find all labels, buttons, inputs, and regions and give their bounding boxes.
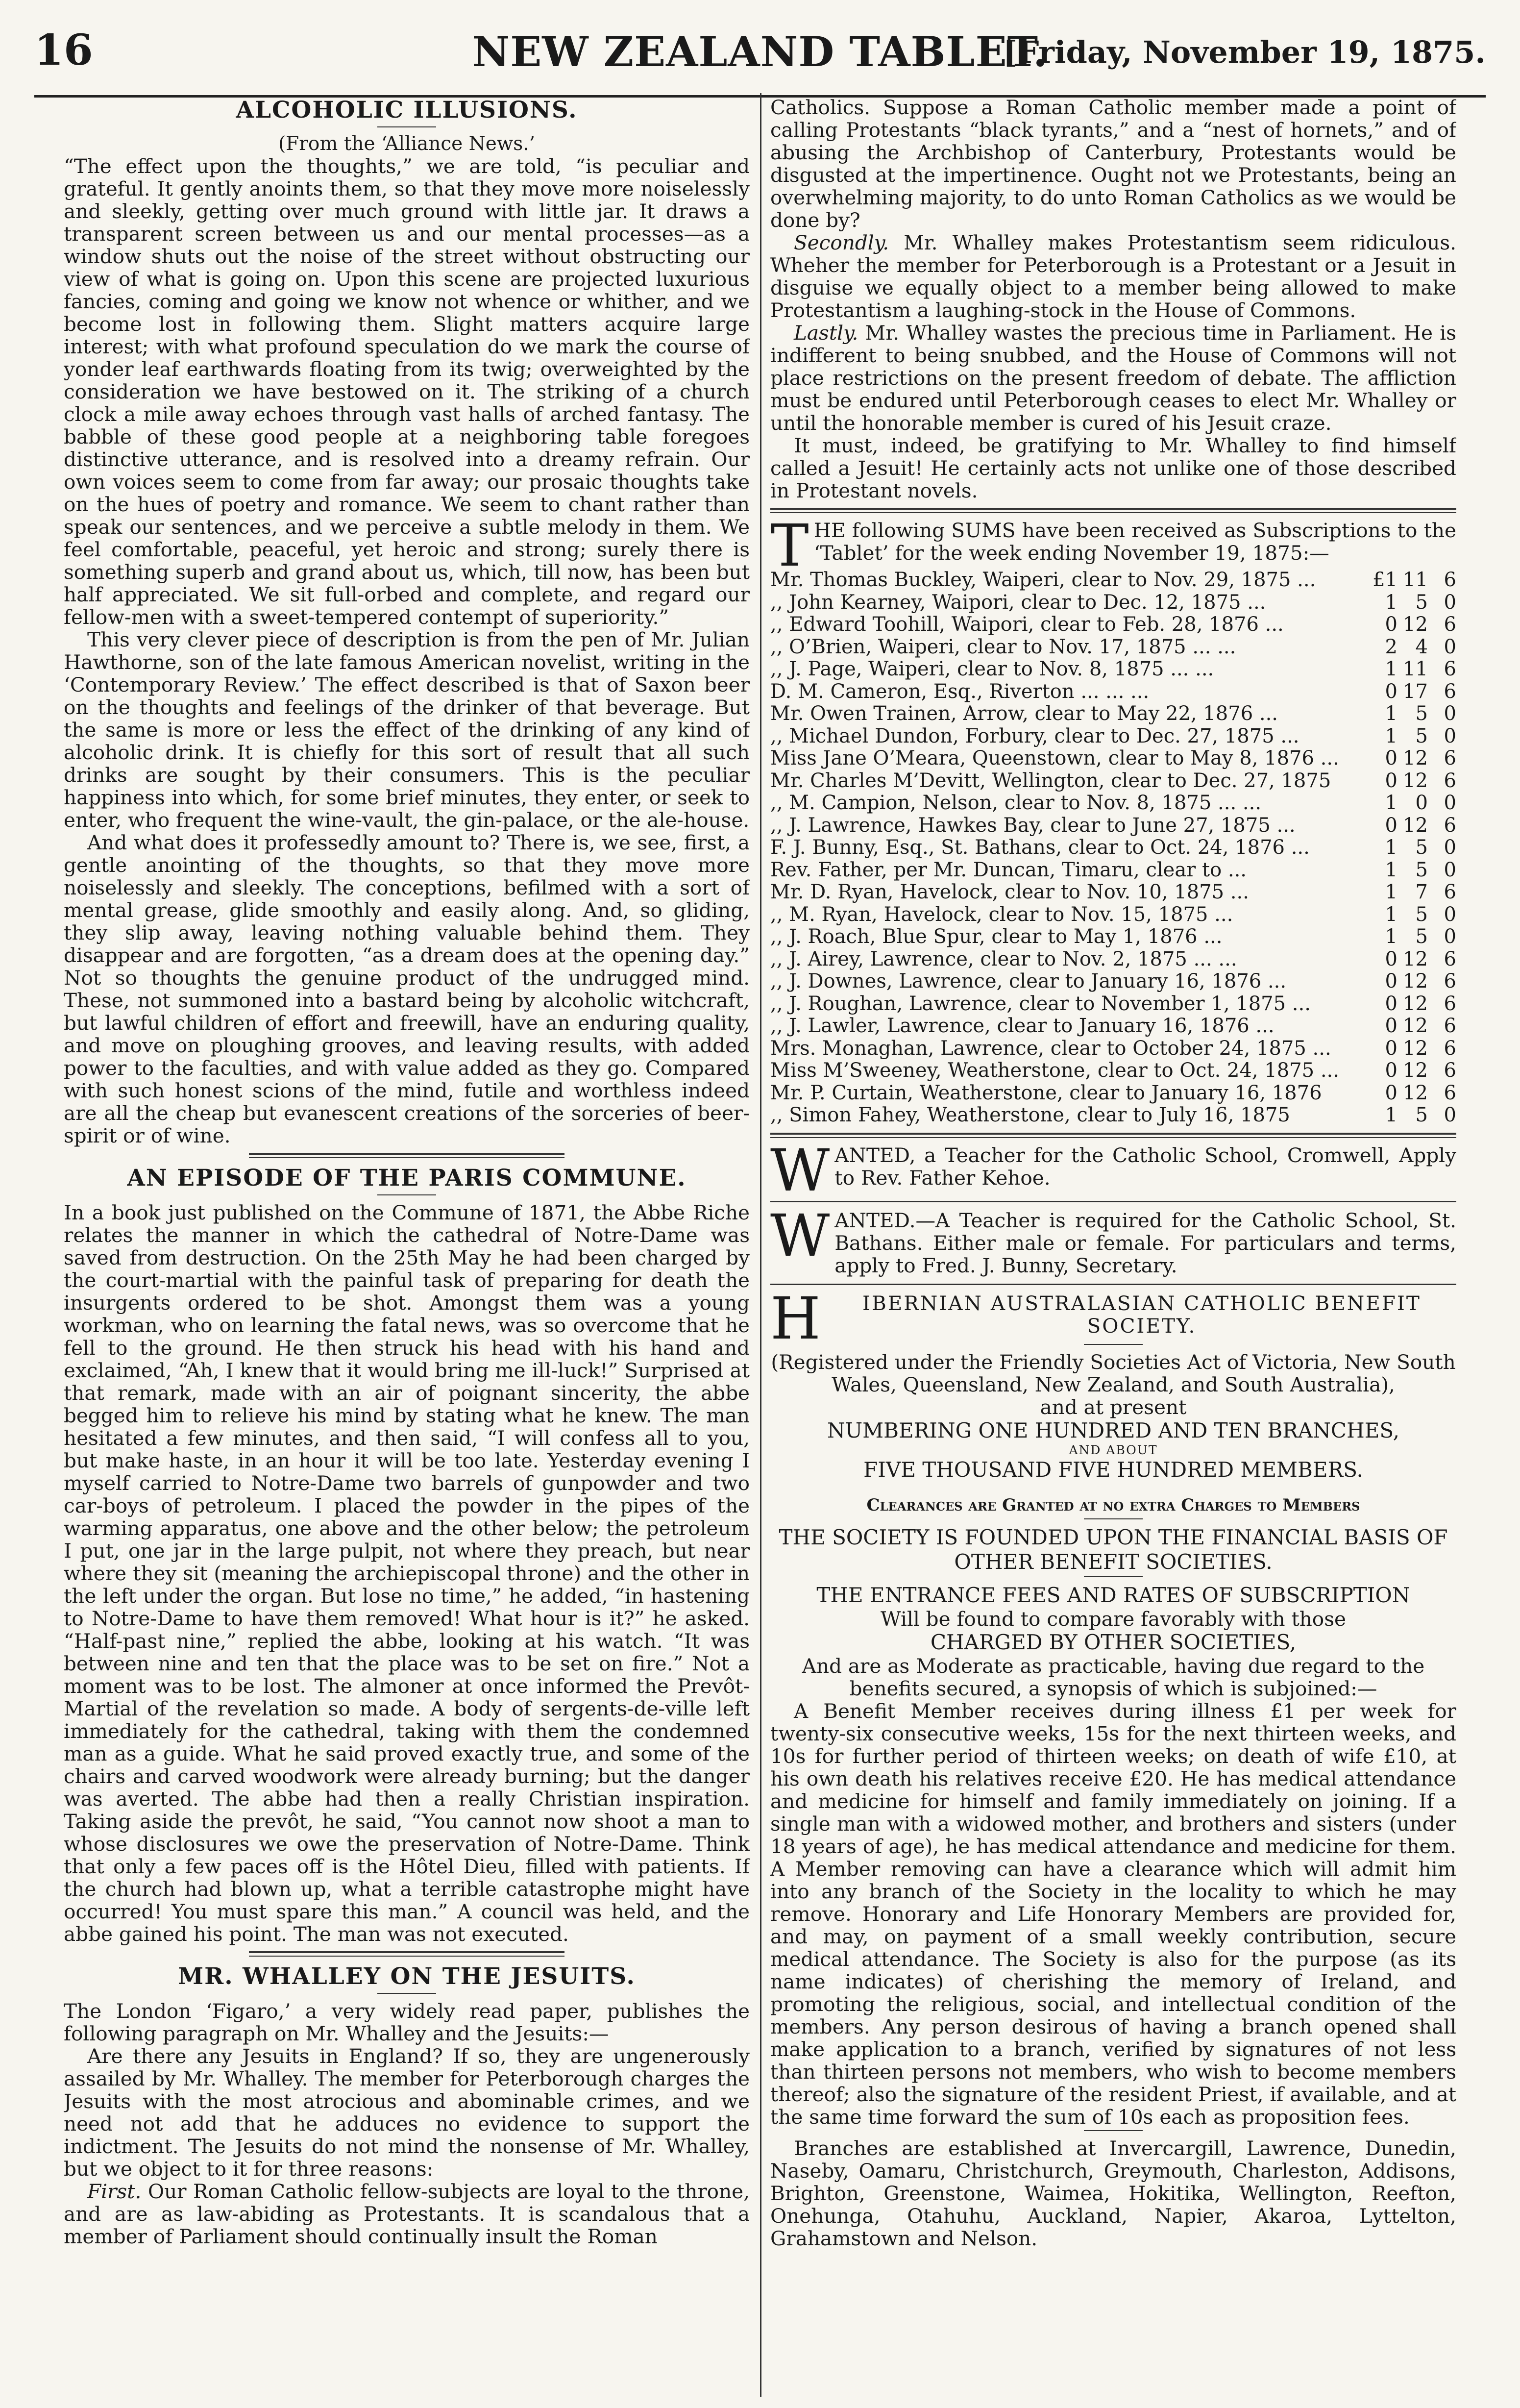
paragraph: And what does it professedly amount to? There is, we see, first, a gentle anointing of the thoughts, so that they move more noiselessly and sleekly. The conceptions, befilmed with a sort of mental grease, glide smoothly and easily along. And, so gliding, they slip away, leaving nothing valuable behind them. They disappear and are forgotten, “as a dream does at the opening day.” Not so thoughts the genuine product of the undrugged mind. These, not summoned into a bastard being by alcoholic witchcraft, but lawful children of effort and freewill, have an enduring quality, and move on ploughing grooves, and leaving results, with added power to the faculties, and with value added as they go. Compared with such honest scions of the mind, futile and worthless indeed are all the cheap but evanescent creations of the sorceries of beer-spirit or of wine. (64, 831, 750, 1147)
subscriber-name: ,, Simon Fahey, Weatherstone, clear to July 16, 1875 (770, 1104, 1290, 1126)
amount-shillings: 5 (1415, 903, 1428, 926)
subscription-row (770, 592, 1456, 614)
subscriber-name: ,, J. Downes, Lawrence, clear to January 16, 1876 ... (770, 970, 1287, 993)
amount-shillings: 11 (1403, 658, 1428, 680)
amount-shillings: 12 (1403, 769, 1428, 792)
paragraph: Catholics. Suppose a Roman Catholic member made a point of calling Protestants “black tyrants,” and a “nest of hornets,” and of abusing the Archbishop of Canterbury, Protestants would be disgusted at the impertinence. Ought not we Protestants, being an overwhelming majority, to do unto Roman Catholics as we would be done by? (770, 96, 1456, 232)
present-note: and at present (1040, 1395, 1187, 1419)
founded-note: THE SOCIETY IS FOUNDED UPON THE FINANCIAL BASIS OF OTHER BENEFIT SOCIETIES. (779, 1525, 1448, 1574)
fees-heading: THE ENTRANCE FEES AND RATES OF SUBSCRIPTION (816, 1583, 1410, 1607)
advert-text: ANTED, a Teacher for the Catholic School, Cromwell, Apply to Rev. Father Kehoe. (834, 1143, 1456, 1190)
article-alcoholic-illusions (64, 96, 750, 1147)
amount-pence: 6 (1444, 814, 1456, 837)
amount-shillings: 12 (1403, 947, 1428, 970)
amount-pounds: 0 (1385, 1081, 1397, 1104)
amount-pence: 0 (1444, 635, 1456, 658)
moderate-note: And are as Moderate as practicable, having due regard to the benefits secured, a synopsis of which is subjoined:— (802, 1654, 1425, 1700)
amount-pence: 6 (1444, 658, 1456, 680)
subscription-amount (1358, 1104, 1456, 1127)
members-count: FIVE THOUSAND FIVE HUNDRED MEMBERS. (863, 1457, 1363, 1482)
subscriber-name: ,, O’Brien, Waiperi, clear to Nov. 17, 1875 ... ... (770, 636, 1236, 658)
drop-cap: W (770, 1136, 830, 1204)
subscription-row (770, 815, 1456, 837)
subscription-amount (1358, 993, 1456, 1016)
amount-pence: 0 (1444, 792, 1456, 814)
article-whalley-continued (770, 96, 1456, 502)
drop-cap: W (770, 1201, 830, 1269)
amount-pounds: 2 (1385, 635, 1397, 658)
subscriber-name: Miss M’Sweeney, Weatherstone, clear to Oct. 24, 1875 ... (770, 1060, 1339, 1082)
charged-heading: CHARGED BY OTHER SOCIETIES, (930, 1630, 1297, 1654)
subscription-amount (1358, 1038, 1456, 1060)
amount-pounds: 0 (1385, 992, 1397, 1015)
amount-pounds: 0 (1385, 947, 1397, 970)
subscription-row (770, 636, 1456, 659)
amount-pounds: 0 (1385, 970, 1397, 993)
subscription-row (770, 926, 1456, 948)
amount-shillings: 7 (1415, 881, 1428, 903)
subscription-amount (1358, 926, 1456, 948)
amount-pounds: 0 (1385, 1037, 1397, 1060)
paragraph (770, 231, 1456, 322)
subscription-row (770, 703, 1456, 725)
amount-pounds: 1 (1385, 792, 1397, 814)
subscription-amount (1358, 1082, 1456, 1105)
subscription-row (770, 1038, 1456, 1060)
advert-teacher-cromwell (770, 1136, 1456, 1204)
fees-note: Will be found to compare favorably with those (881, 1607, 1346, 1631)
subscriber-name: Miss Jane O’Meara, Queenstown, clear to May 8, 1876 ... (770, 747, 1339, 770)
society-title: IBERNIAN AUSTRALASIAN CATHOLIC BENEFIT SOCIETY. (862, 1291, 1421, 1338)
amount-pence: 6 (1444, 881, 1456, 903)
subscription-amount (1358, 792, 1456, 815)
subscriber-name: Mr. P. Curtain, Weatherstone, clear to January 16, 1876 (770, 1082, 1322, 1104)
intro-text: HE following SUMS have been received as Subscriptions to the ‘Tablet’ for the week ending November 19, 1875:— (813, 519, 1456, 565)
subscription-row (770, 1060, 1456, 1082)
subscriber-name: D. M. Cameron, Esq., Riverton ... ... ... (770, 680, 1150, 703)
subscriber-name: ,, J. Lawler, Lawrence, clear to January 16, 1876 ... (770, 1015, 1275, 1037)
subscriptions-list (770, 512, 1456, 1127)
subscription-row (770, 881, 1456, 904)
paragraph: “The effect upon the thoughts,” we are told, “is peculiar and grateful. It gently anoints them, so that they move more noiselessly and sleekly, getting over much ground with little jar. It draws a transparent screen between us and our mental processes—as a window shuts out the noise of the street without obstructing our view of what is going on. Upon this scene are projected luxurious fancies, coming and going we know not whence or whither, and we become lost in following them. Slight matters acquire large interest; with what profound speculation do we mark the course of yonder leaf earthwards floating from its twig; overweighted by the consideration we have bestowed on it. The striking of a church clock a mile away echoes through vast halls of arched fantasy. The babble of these good people at a neighboring table foregoes distinctive utterance, and is resolved into a dreamy refrain. Our own voices seem to come from far away; our prosaic thoughts take on the hues of poetry and romance. We seem to chant rather than speak our sentences, and we perceive a subtle melody in them. We feel comfortable, peaceful, yet heroic and strong; surely there is something superb and grand about us, which, till now, has been but half appreciated. We sit full-orbed and complete, and regard our fellow-men with a sweet-tempered contempt of superiority.” (64, 154, 750, 629)
amount-shillings: 12 (1403, 992, 1428, 1015)
subscription-row (770, 1104, 1456, 1127)
subscription-amount (1358, 725, 1456, 748)
amount-pounds: £1 (1373, 569, 1397, 591)
amount-shillings: 4 (1415, 635, 1428, 658)
subscription-amount (1358, 614, 1456, 636)
subscription-row (770, 904, 1456, 926)
amount-pence: 6 (1444, 992, 1456, 1015)
amount-shillings: 5 (1415, 836, 1428, 859)
amount-pence: 0 (1444, 858, 1456, 881)
subscription-amount (1358, 703, 1456, 725)
paragraph-lead: Lastly. (794, 321, 858, 345)
amount-shillings: 12 (1403, 1015, 1428, 1037)
amount-pounds: 1 (1385, 1104, 1397, 1126)
amount-shillings: 5 (1415, 858, 1428, 881)
issue-date: [Friday, November 19, 1875. (1003, 34, 1486, 70)
amount-pounds: 1 (1385, 881, 1397, 903)
amount-pence: 6 (1444, 569, 1456, 591)
ornament-rule (1084, 1518, 1143, 1519)
subscriber-name: ,, J. Page, Waiperi, clear to Nov. 8, 1875 ... ... (770, 658, 1214, 680)
advert-hibernian-society (770, 1284, 1456, 2250)
clearances-note: Clearances are Granted at no extra Charges to Members (866, 1495, 1360, 1515)
amount-pence: 0 (1444, 591, 1456, 614)
paragraph-body: Mr. Whalley wastes the precious time in Parliament. He is indifferent to being snubbed, and the House of Commons will not place restrictions on the present freedom of debate. The affliction must be endured until Peterborough ceases to elect Mr. Whalley or until the honorable member is cured of his Jesuit craze. (770, 321, 1456, 435)
amount-shillings: 5 (1415, 1104, 1428, 1126)
subscription-row (770, 993, 1456, 1016)
amount-pounds: 0 (1385, 747, 1397, 770)
amount-shillings: 12 (1403, 1059, 1428, 1082)
subscription-amount (1358, 681, 1456, 703)
amount-pence: 0 (1444, 903, 1456, 926)
subscription-row (770, 1082, 1456, 1105)
section-rule (249, 1153, 564, 1158)
subscription-row (770, 681, 1456, 703)
registration-note: (Registered under the Friendly Societies Act of Victoria, New South Wales, Queensland, New Zealand, and South Australia), (771, 1350, 1456, 1396)
amount-shillings: 11 (1403, 569, 1428, 591)
paragraph: It must, indeed, be gratifying to Mr. Whalley to find himself called a Jesuit! He certainly acts not unlike one of those described in Protestant novels. (770, 434, 1456, 502)
subscription-amount (1358, 881, 1456, 904)
amount-pence: 0 (1444, 702, 1456, 725)
amount-pounds: 1 (1385, 836, 1397, 859)
subscriber-name: ,, J. Roughan, Lawrence, clear to November 1, 1875 ... (770, 993, 1311, 1015)
paragraph: In a book just published on the Commune of 1871, the Abbe Riche relates the manner in which the cathedral of Notre-Dame was saved from destruction. On the 25th May he had been charged by the court-martial with the painful task of preparing for death the insurgents ordered to be shot. Amongst them was a young workman, who on learning the fatal news, was so overcome that he fell to the ground. He then struck his head with his hand and exclaimed, “Ah, I knew that it would bring me ill-luck!” Surprised at that remark, made with an air of poignant sincerity, the abbe begged him to relieve his mind by stating what he knew. The man hesitated a few minutes, and then said, “I will confess all to you, but make haste, in an hour it will be too late. Yesterday evening I myself carried to Notre-Dame two barrels of gunpowder and two car-boys of petroleum. I placed the powder in the pipes of the warming apparatus, one above and the other below; the petroleum I put, one jar in the large pulpit, not where they preach, but near where they sit (meaning the archiepiscopal throne) and the other in the left under the organ. But lose no time,” he added, “in hastening to Notre-Dame to have them removed! What hour is it?” he asked. “Half-past nine,” replied the abbe, looking at his watch. “It was between nine and ten that the place was to be set on fire.” Not a moment was to be lost. The almoner at once informed the Prevôt-Martial of the revelation so made. A body of sergents-de-ville left immediately for the cathedral, taking with them the condemned man as a guide. What he said proved exactly true, and some of the chairs and carved woodwork were already burning; but the danger was averted. The abbe had then a really Christian inspiration. Taking aside the prevôt, he said, “You cannot now shoot a man to whose disclosures we owe the preservation of Notre-Dame. Think that only a few paces off is the Hôtel Dieu, filled with patients. If the church had blown up, what a terrible catastrophe might have occurred! You must spare this man.” A council was held, and the abbe gained his point. The man was not executed. (64, 1201, 750, 1946)
subscriptions-intro (770, 512, 1456, 579)
subscriber-name: Mrs. Monaghan, Lawrence, clear to October 24, 1875 ... (770, 1037, 1331, 1060)
ornament-rule (1084, 1344, 1143, 1345)
subscription-row (770, 614, 1456, 636)
right-column (770, 96, 1456, 2395)
paragraph: The London ‘Figaro,’ a very widely read paper, publishes the following paragraph on Mr. Whalley and the Jesuits:— (64, 1999, 750, 2045)
amount-pence: 6 (1444, 970, 1456, 993)
subscription-amount (1358, 1015, 1456, 1038)
subscriber-name: ,, M. Campion, Nelson, clear to Nov. 8, 1875 ... ... (770, 792, 1262, 814)
amount-pence: 6 (1444, 947, 1456, 970)
subscription-amount (1358, 970, 1456, 993)
paragraph: This very clever piece of description is from the pen of Mr. Julian Hawthorne, son of the late famous American novelist, writing in the ‘Contemporary Review.’ The effect described is that of Saxon beer on the thoughts and feelings of the drinker of that beverage. But the same is more or less the effect of the drinking of any kind of alcoholic drink. It is chiefly for this sort of result that all such drinks are sought by their consumers. This is the peculiar happiness into which, for some brief minutes, they enter, or seek to enter, who frequent the wine-vault, the gin-palace, or the ale-house. (64, 628, 750, 832)
subscription-rows (770, 569, 1456, 1127)
amount-shillings: 12 (1403, 613, 1428, 636)
subscriber-name: Mr. D. Ryan, Havelock, clear to Nov. 10, 1875 ... (770, 881, 1249, 903)
amount-pounds: 0 (1385, 769, 1397, 792)
section-rule (770, 1201, 1456, 1202)
advert-text: ANTED.—A Teacher is required for the Catholic School, St. Bathans. Either male or female. For particulars and terms, apply to Fred. J. Bunny, Secretary. (834, 1208, 1456, 1277)
subscription-amount (1358, 636, 1456, 659)
amount-pence: 0 (1444, 925, 1456, 948)
amount-pence: 6 (1444, 680, 1456, 703)
amount-shillings: 12 (1403, 970, 1428, 993)
amount-pence: 0 (1444, 836, 1456, 859)
section-rule (249, 1951, 564, 1957)
article-paris-commune (64, 1164, 750, 1945)
amount-pounds: 1 (1385, 658, 1397, 680)
subscription-row (770, 837, 1456, 859)
subscription-row (770, 725, 1456, 748)
amount-pounds: 1 (1385, 702, 1397, 725)
article-title: MR. WHALLEY ON THE JESUITS. (178, 1963, 636, 1990)
paragraph-body: Mr. Whalley makes Protestantism seem ridiculous. Wheher the member for Peterborough is a Protestant or a Jesuit in disguise we equally object to a member being allowed to make Protestantism a laughing-stock in the House of Commons. (770, 231, 1456, 322)
ornament-rule (1084, 2130, 1143, 2131)
paragraph-lead: Secondly. (794, 231, 889, 254)
amount-shillings: 0 (1415, 792, 1428, 814)
subscriber-name: ,, Edward Toohill, Waipori, clear to Feb. 28, 1876 ... (770, 614, 1284, 636)
subscriber-name: Mr. Charles M’Devitt, Wellington, clear to Dec. 27, 1875 (770, 770, 1331, 792)
ornament-rule (377, 1993, 436, 1994)
subscription-row (770, 859, 1456, 882)
amount-pounds: 0 (1385, 680, 1397, 703)
amount-shillings: 12 (1403, 1037, 1428, 1060)
amount-pounds: 1 (1385, 724, 1397, 747)
amount-shillings: 5 (1415, 925, 1428, 948)
subscriber-name: F. J. Bunny, Esq., St. Bathans, clear to Oct. 24, 1876 ... (770, 837, 1310, 859)
column-divider (760, 93, 761, 2397)
branches-count: NUMBERING ONE HUNDRED AND TEN BRANCHES, (827, 1418, 1399, 1442)
masthead (34, 25, 1486, 89)
subscription-row (770, 569, 1456, 592)
subscription-amount (1358, 948, 1456, 971)
ornament-rule (1084, 1576, 1143, 1577)
paragraph-lead: First. (87, 2180, 142, 2203)
amount-pounds: 0 (1385, 1059, 1397, 1082)
subscriber-name: Mr. Thomas Buckley, Waiperi, clear to Nov. 29, 1875 ... (770, 569, 1316, 591)
amount-pence: 6 (1444, 1059, 1456, 1082)
amount-shillings: 5 (1415, 724, 1428, 747)
subscriber-name: ,, John Kearney, Waipori, clear to Dec. 12, 1875 ... (770, 591, 1266, 614)
ornament-rule (377, 126, 436, 127)
paragraph (770, 322, 1456, 434)
subscription-row (770, 948, 1456, 971)
subscription-amount (1358, 837, 1456, 859)
subscriber-name: ,, J. Airey, Lawrence, clear to Nov. 2, 1875 ... ... (770, 948, 1237, 970)
article-whalley-jesuits (64, 1962, 750, 2248)
subscription-row (770, 970, 1456, 993)
subscription-amount (1358, 770, 1456, 793)
amount-pounds: 1 (1385, 903, 1397, 926)
amount-pence: 6 (1444, 1081, 1456, 1104)
amount-pence: 0 (1444, 1104, 1456, 1126)
amount-pence: 6 (1444, 747, 1456, 770)
subscription-amount (1358, 569, 1456, 592)
section-rule (770, 1133, 1456, 1138)
amount-shillings: 12 (1403, 747, 1428, 770)
amount-pounds: 0 (1385, 613, 1397, 636)
amount-shillings: 12 (1403, 1081, 1428, 1104)
paragraph-body: Our Roman Catholic fellow-subjects are loyal to the throne, and are as law-abiding as Protestants. It is scandalous that a member of Parliament should continually insult the Roman (64, 2180, 750, 2248)
amount-pounds: 1 (1385, 591, 1397, 614)
amount-pounds: 1 (1385, 925, 1397, 948)
drop-cap: T (770, 512, 809, 579)
subscriber-name: ,, M. Ryan, Havelock, clear to Nov. 15, 1875 ... (770, 903, 1233, 926)
amount-pence: 6 (1444, 1037, 1456, 1060)
amount-pence: 6 (1444, 1015, 1456, 1037)
section-rule (770, 1284, 1456, 1285)
paragraph: Are there any Jesuits in England? If so, they are ungenerously assailed by Mr. Whalley. The member for Peterborough charges the Jesuits with the most atrocious and abominable crimes, and we need not add that he adduces no evidence to support the indictment. The Jesuits do not mind the nonsense of Mr. Whalley, but we object to it for three reasons: (64, 2044, 750, 2181)
amount-pounds: 1 (1385, 858, 1397, 881)
subscriber-name: ,, Michael Dundon, Forbury, clear to Dec. 27, 1875 ... (770, 725, 1299, 747)
subscription-amount (1358, 815, 1456, 837)
subscription-row (770, 658, 1456, 681)
article-source: (From the ‘Alliance News.’ (278, 133, 536, 155)
subscription-amount (1358, 658, 1456, 681)
about-note: AND ABOUT (1069, 1442, 1158, 1457)
subscription-row (770, 747, 1456, 770)
article-title: ALCOHOLIC ILLUSIONS. (236, 97, 578, 124)
amount-pence: 0 (1444, 724, 1456, 747)
section-rule (770, 508, 1456, 513)
subscriber-name: Rev. Father, per Mr. Duncan, Timaru, clear to ... (770, 859, 1247, 881)
amount-shillings: 5 (1415, 702, 1428, 725)
page-number: 16 (34, 25, 93, 75)
subscription-amount (1358, 1060, 1456, 1082)
amount-shillings: 12 (1403, 814, 1428, 837)
subscriber-name: Mr. Owen Trainen, Arrow, clear to May 22, 1876 ... (770, 703, 1278, 725)
amount-shillings: 17 (1403, 680, 1428, 703)
amount-shillings: 5 (1415, 591, 1428, 614)
advert-teacher-st-bathans (770, 1201, 1456, 1277)
branches-paragraph: Branches are established at Invercargill, Lawrence, Dunedin, Naseby, Oamaru, Christchurch, Greymouth, Charleston, Addisons, Brighton, Greenstone, Waimea, Hokitika, Wellington, Reefton, Onehunga, Otahuhu, Auckland, Napier, Akaroa, Lyttelton, Grahamstown and Nelson. (770, 2136, 1456, 2250)
subscription-amount (1358, 747, 1456, 770)
subscription-amount (1358, 592, 1456, 614)
amount-pounds: 0 (1385, 814, 1397, 837)
subscription-row (770, 1015, 1456, 1038)
ornament-rule (377, 1194, 436, 1195)
newspaper-title: NEW ZEALAND TABLET. (472, 27, 1048, 76)
paragraph (64, 2180, 750, 2248)
amount-pence: 6 (1444, 769, 1456, 792)
benefits-paragraph: A Benefit Member receives during illness £1 per week for twenty-six consecutive weeks, 15s for the next thirteen weeks, and 10s for further period of thirteen weeks; on death of wife £10, at his own death his relatives receive £20. He has medical attendance and medicine for himself and family immediately on joining. If a single man with a widowed mother, and brothers and sisters (under 18 years of age), he has medical attendance and medicine for them. A Member removing can have a clearance which will admit him into any branch of the Society in the locality to which he may remove. Honorary and Life Honorary Members are provided for, and may, on payment of a small weekly contribution, secure medical attendance. The Society is also for the purpose (as its name indicates) of cherishing the memory of Ireland, and promoting the religious, social, and intellectual condition of the members. Any person desirous of having a branch opened shall make application to a branch, verified by signatures of not less than thirteen persons not members, who wish to become members thereof; also the signature of the resident Priest, if available, and at the same time forward the sum of 10s each as proposition fees. (770, 1699, 1456, 2129)
subscription-amount (1358, 904, 1456, 926)
subscription-amount (1358, 859, 1456, 882)
left-column (64, 96, 750, 2395)
amount-pence: 6 (1444, 613, 1456, 636)
subscription-row (770, 770, 1456, 793)
amount-pounds: 0 (1385, 1015, 1397, 1037)
article-title: AN EPISODE OF THE PARIS COMMUNE. (127, 1165, 686, 1192)
drop-cap: H (770, 1284, 822, 1352)
subscriber-name: ,, J. Roach, Blue Spur, clear to May 1, 1876 ... (770, 926, 1223, 948)
subscriber-name: ,, J. Lawrence, Hawkes Bay, clear to June 27, 1875 ... (770, 814, 1296, 837)
subscription-row (770, 792, 1456, 815)
